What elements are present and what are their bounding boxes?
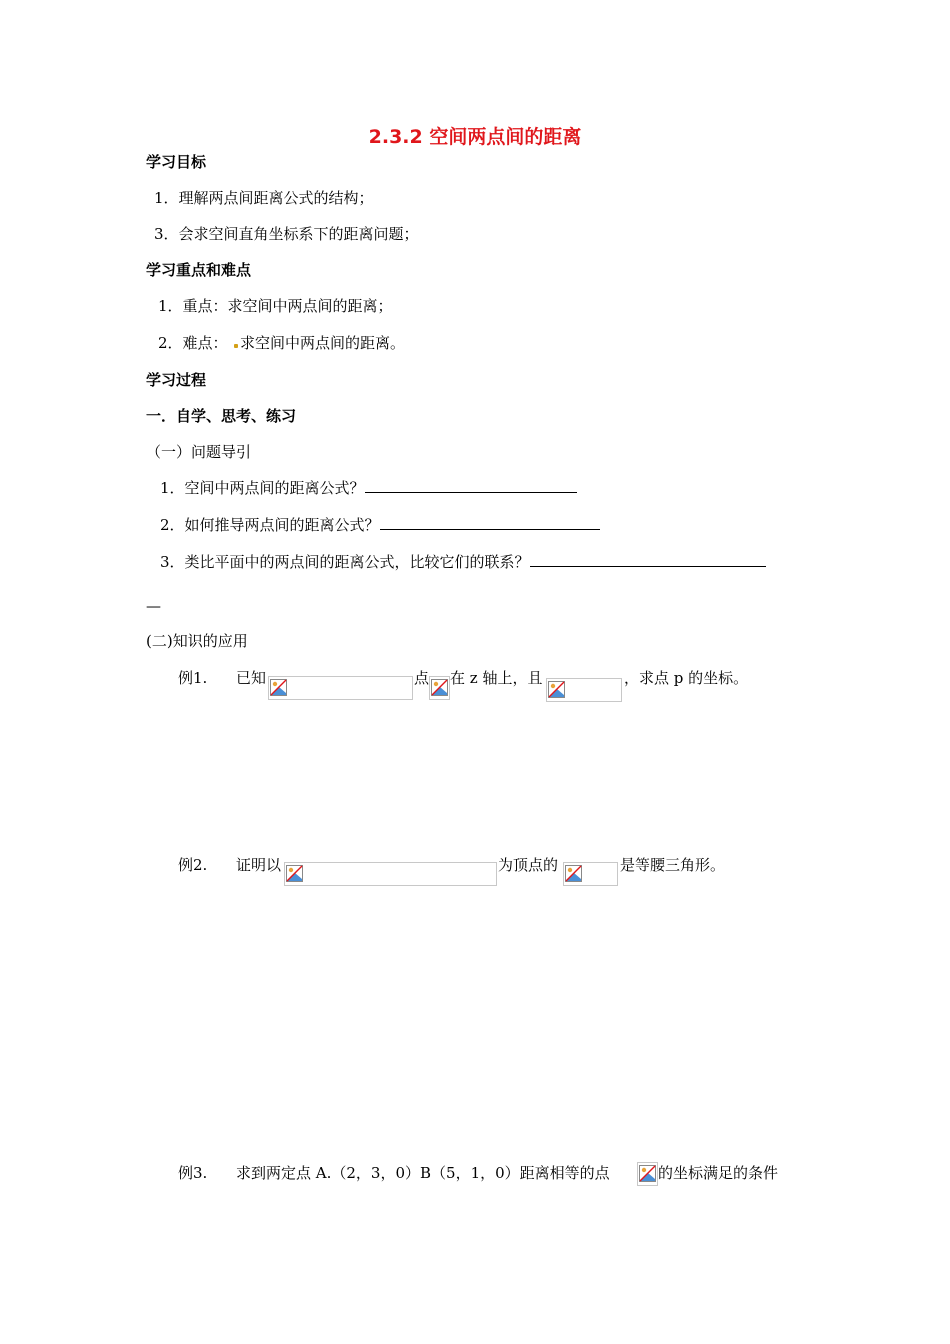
answer-blank-3[interactable] <box>530 552 766 567</box>
broken-image-icon <box>286 865 303 882</box>
broken-image-icon <box>270 679 287 696</box>
question-1 <box>160 478 577 498</box>
continued-dash: — <box>146 597 161 615</box>
example-3-text-1: 求到两定点 A.（2，3，0）B（5，1，0）距离相等的点 <box>236 1164 610 1182</box>
question-3-text: 3．类比平面中的两点间的距离公式，比较它们的联系？ <box>160 553 530 571</box>
example-1-label: 例1. <box>178 669 208 687</box>
goals-heading: 学习目标 <box>146 153 207 171</box>
answer-blank-2[interactable] <box>380 515 600 530</box>
formula-image-4 <box>284 862 497 886</box>
question-2 <box>160 515 600 535</box>
answer-blank-1[interactable] <box>365 478 577 493</box>
broken-image-icon <box>639 1165 656 1182</box>
sub2-heading: (二)知识的应用 <box>146 632 248 650</box>
broken-image-icon <box>565 865 582 882</box>
broken-image-icon <box>431 679 448 696</box>
focus-heading: 学习重点和难点 <box>146 261 252 279</box>
formula-image-6 <box>637 1162 658 1186</box>
formula-image-1 <box>268 676 413 700</box>
formula-image-3 <box>546 678 622 702</box>
example-1-text-3: 在 z 轴上，且 <box>450 669 543 687</box>
page-title: 2.3.2 空间两点间的距离 <box>368 126 582 148</box>
formula-image-5 <box>563 862 618 886</box>
example-1-text-4: ，求点 p 的坐标。 <box>624 669 749 687</box>
example-2-text-3: 是等腰三角形。 <box>620 856 726 874</box>
anchor-mark-icon <box>234 344 238 348</box>
focus-item-2-text: 求空间中两点间的距离。 <box>240 334 406 352</box>
focus-item-1: 1．重点：求空间中两点间的距离； <box>158 297 393 315</box>
goal-item-2: 3．会求空间直角坐标系下的距离问题； <box>154 225 419 243</box>
question-1-text: 1．空间中两点间的距离公式？ <box>160 479 365 497</box>
example-3-text-2: 的坐标满足的条件 <box>658 1164 779 1182</box>
question-3 <box>160 552 766 572</box>
example-2-label: 例2. <box>178 856 208 874</box>
goal-item-1: 1．理解两点间距离公式的结构； <box>154 189 374 207</box>
process-heading: 学习过程 <box>146 371 207 389</box>
example-1-text-1: 已知 <box>236 669 267 687</box>
example-1-text-2: 点 <box>414 669 430 687</box>
example-2-text-1: 证明以 <box>236 856 282 874</box>
broken-image-icon <box>548 681 565 698</box>
focus-item-2-label: 2．难点： <box>158 334 228 352</box>
example-3-label: 例3. <box>178 1164 208 1182</box>
part1-heading: 一．自学、思考、练习 <box>146 407 297 425</box>
formula-image-2 <box>429 676 450 700</box>
example-2-text-2: 为顶点的 <box>498 856 559 874</box>
question-2-text: 2．如何推导两点间的距离公式？ <box>160 516 380 534</box>
sub1-heading: （一）问题导引 <box>146 443 252 461</box>
